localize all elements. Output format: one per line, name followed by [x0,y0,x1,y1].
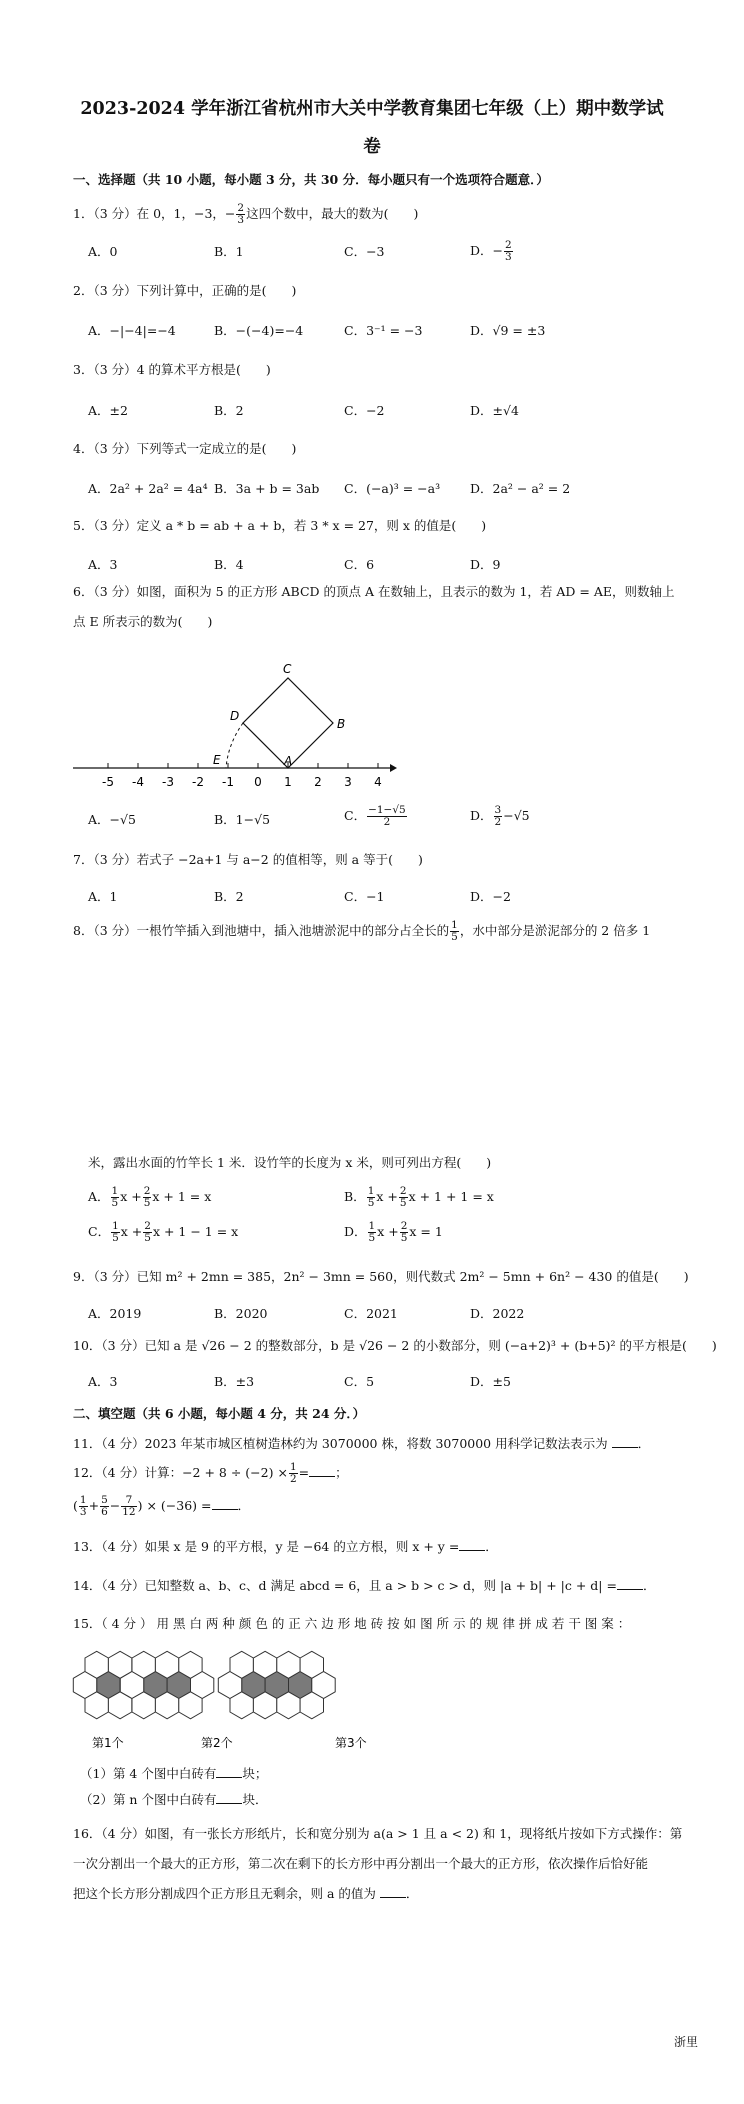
question-16-line3: 把这个长方形分割成四个正方形且无剩余，则 a 的值为 ． [73,1886,419,1901]
question-12-line2: ( $\frac{1}{3}$ + $\frac{5}{6}$ − $\frac{7}{12}$ ) × (−36) = ． [73,1494,251,1519]
q1-option-d[interactable]: D．− $\frac{2}{3}$ [470,239,512,264]
q12-answer-blank-1[interactable] [309,1465,335,1477]
question-8-line2: 米，露出水面的竹竿长 1 米．设竹竿的长度为 x 米，则可列出方程( ) [88,1155,492,1170]
q9-option-d[interactable]: D．2022 [470,1306,525,1321]
question-5: 5．（3 分）定义 a * b = ab + a + b，若 3 * x = 27，则 x 的值是( ) [73,518,487,533]
q2-option-c[interactable]: C．3⁻¹ = −3 [344,323,423,338]
fig-label-1: 第1个 [92,1736,124,1750]
q6-option-b[interactable]: B．1−√5 [214,812,271,827]
tick-label: -1 [222,775,234,789]
question-7: 7．（3 分）若式子 −2a+1 与 a−2 的值相等，则 a 等于( ) [73,852,423,867]
q1-post: 这四个数中，最大的数为( ) [246,206,419,222]
tick-label: 3 [344,775,352,789]
tick-label: 2 [314,775,322,789]
question-1 [73,203,418,226]
question-16-line1: 16．（4 分）如图，有一张长方形纸片，长和宽分别为 a(a > 1 且 a < 2) 和 1，现将纸片按如下方式操作：第 [73,1826,683,1841]
q7-option-c[interactable]: C．−1 [344,889,385,904]
q10-option-c[interactable]: C．5 [344,1374,375,1389]
question-8-line1: 8．（3 分）一根竹竿插入到池塘中，插入池塘淤泥中的部分占全长的 $\frac{1}{5}$ ，水中部分是淤泥部分的 2 倍多 1 [73,919,651,944]
fig-label-2: 第2个 [201,1736,233,1750]
q13-answer-blank[interactable] [459,1539,485,1551]
question-3: 3．（3 分）4 的算术平方根是( ) [73,362,271,377]
page-title-line1: 2023-2024 学年浙江省杭州市大关中学教育集团七年级（上）期中数学试 [80,99,664,119]
q3-option-b[interactable]: B．2 [214,403,244,418]
q3-option-c[interactable]: C．−2 [344,403,385,418]
q9-option-c[interactable]: C．2021 [344,1306,398,1321]
q9-option-a[interactable]: A．2019 [88,1306,142,1321]
q10-option-a[interactable]: A．3 [88,1374,118,1389]
q2-option-b[interactable]: B．−(−4)=−4 [214,323,304,338]
q4-option-a[interactable]: A．2a² + 2a² = 4a⁴ [88,481,208,496]
q14-answer-blank[interactable] [617,1578,643,1590]
section1-heading: 一、选择题（共 10 小题，每小题 3 分，共 30 分．每小题只有一个选项符合题意．） [73,172,549,187]
q7-option-b[interactable]: B．2 [214,889,244,904]
q8-option-d[interactable]: D． $\frac{1}{5}$ x + $\frac{2}{5}$ x = 1 [344,1220,443,1245]
q2-option-d[interactable]: D．√9 = ±3 [470,323,546,338]
q5-option-b[interactable]: B．4 [214,557,244,572]
q5-option-d[interactable]: D．9 [470,557,501,572]
label-a: A [284,754,293,768]
tick-label: 1 [284,775,292,789]
q5-option-c[interactable]: C．6 [344,557,375,572]
number-line-ticks [102,763,382,789]
q15-hexagon-figure [70,1643,400,1753]
section2-heading: 二、填空题（共 6 小题，每小题 4 分，共 24 分．） [73,1406,366,1421]
q4-option-b[interactable]: B．3a + b = 3ab [214,481,320,496]
q1-option-c[interactable]: C．−3 [344,244,385,259]
q8-option-b[interactable]: B． $\frac{1}{5}$ x + $\frac{2}{5}$ x + 1 + 1 = x [344,1185,494,1210]
q15-answer-blank-1[interactable] [216,1766,242,1778]
question-16-line2: 一次分割出一个最大的正方形，第二次在剩下的长方形中再分割出一个最大的正方形，依次操作后恰好能 [73,1856,649,1871]
page-title-line2: 卷 [363,137,381,157]
tick-label: -2 [192,775,204,789]
question-10: 10．（3 分）已知 a 是 √26 − 2 的整数部分，b 是 √26 − 2 的小数部分，则 (−a+2)³ + (b+5)² 的平方根是( ) [73,1338,717,1353]
label-c: C [283,662,292,676]
tick-label: 0 [254,775,262,789]
q11-answer-blank[interactable] [612,1436,638,1448]
q6-option-c[interactable]: C． $\frac{-1-√5}{2}$ [344,804,406,829]
number-line-arrow [390,764,397,772]
q7-option-a[interactable]: A．1 [88,889,118,904]
q4-option-d[interactable]: D．2a² − a² = 2 [470,481,571,496]
q10-option-b[interactable]: B．±3 [214,1374,255,1389]
q8-option-a[interactable]: A． $\frac{1}{5}$ x + $\frac{2}{5}$ x + 1 = x [88,1185,212,1210]
q7-option-d[interactable]: D．−2 [470,889,511,904]
q15-sub1: （1）第 4 个图中白砖有 块； [80,1766,268,1781]
question-12-line1: 12．（4 分）计算：−2 + 8 ÷ (−2) × $\frac{1}{2}$ = ； [73,1461,348,1486]
q1-fraction: $\frac{2}{3}$ [237,202,245,227]
q15-answer-blank-2[interactable] [216,1792,242,1804]
q1-pre: 1．（3 分）在 0，1，−3，− [73,206,236,222]
q4-option-c[interactable]: C．(−a)³ = −a³ [344,481,441,496]
q3-option-d[interactable]: D．±√4 [470,403,519,418]
question-13: 13．（4 分）如果 x 是 9 的平方根，y 是 −64 的立方根，则 x + y = ． [73,1539,498,1554]
q2-option-a[interactable]: A．−|−4|=−4 [88,323,176,338]
tick-label: -5 [102,775,114,789]
question-2: 2．（3 分）下列计算中，正确的是( ) [73,283,297,298]
tick-label: 4 [374,775,382,789]
q9-option-b[interactable]: B．2020 [214,1306,268,1321]
q15-sub2: （2）第 n 个图中白砖有 块． [80,1792,268,1807]
question-14: 14．（4 分）已知整数 a、b、c、d 满足 abcd = 6，且 a > b > c > d，则 |a + b| + |c + d| = ． [73,1578,656,1593]
label-d: D [230,709,240,723]
question-9: 9．（3 分）已知 m² + 2mn = 385，2n² − 3mn = 560，则代数式 2m² − 5mn + 6n² − 430 的值是( ) [73,1269,689,1284]
question-11: 11．（4 分）2023 年某市城区植树造林约为 3070000 株，将数 3070000 用科学记数法表示为 ． [73,1436,651,1451]
q8-option-c[interactable]: C． $\frac{1}{5}$ x + $\frac{2}{5}$ x + 1 − 1 = x [88,1220,239,1245]
label-e: E [213,753,221,767]
q5-option-a[interactable]: A．3 [88,557,118,572]
question-6-line2: 点 E 所表示的数为( ) [73,614,213,629]
q1-option-a[interactable]: A．0 [88,244,118,259]
q1-option-b[interactable]: B．1 [214,244,244,259]
tick-label: -3 [162,775,174,789]
q10-option-d[interactable]: D．±5 [470,1374,511,1389]
q12-answer-blank-2[interactable] [212,1498,238,1510]
q6-figure [60,652,400,802]
question-6-line1: 6．（3 分）如图，面积为 5 的正方形 ABCD 的顶点 A 在数轴上，且表示的数为 1，若 AD = AE，则数轴上 [73,584,675,599]
label-b: B [337,717,346,731]
q6-option-d[interactable]: D． $\frac{3}{2}$ −√5 [470,804,530,829]
page-footer: 浙里 [673,2035,698,2049]
question-15: 15．（ 4 分 ） 用 黑 白 两 种 颜 色 的 正 六 边 形 地 砖 按 如 图 所 示 的 规 律 拼 成 若 干 图 案 ： [73,1616,631,1631]
question-4: 4．（3 分）下列等式一定成立的是( ) [73,441,297,456]
tick-label: -4 [132,775,144,789]
q3-option-a[interactable]: A．±2 [88,403,128,418]
q16-answer-blank[interactable] [380,1886,406,1898]
q6-option-a[interactable]: A．−√5 [88,812,136,827]
arc-d-to-e [226,723,243,768]
fig-label-3: 第3个 [335,1736,367,1750]
